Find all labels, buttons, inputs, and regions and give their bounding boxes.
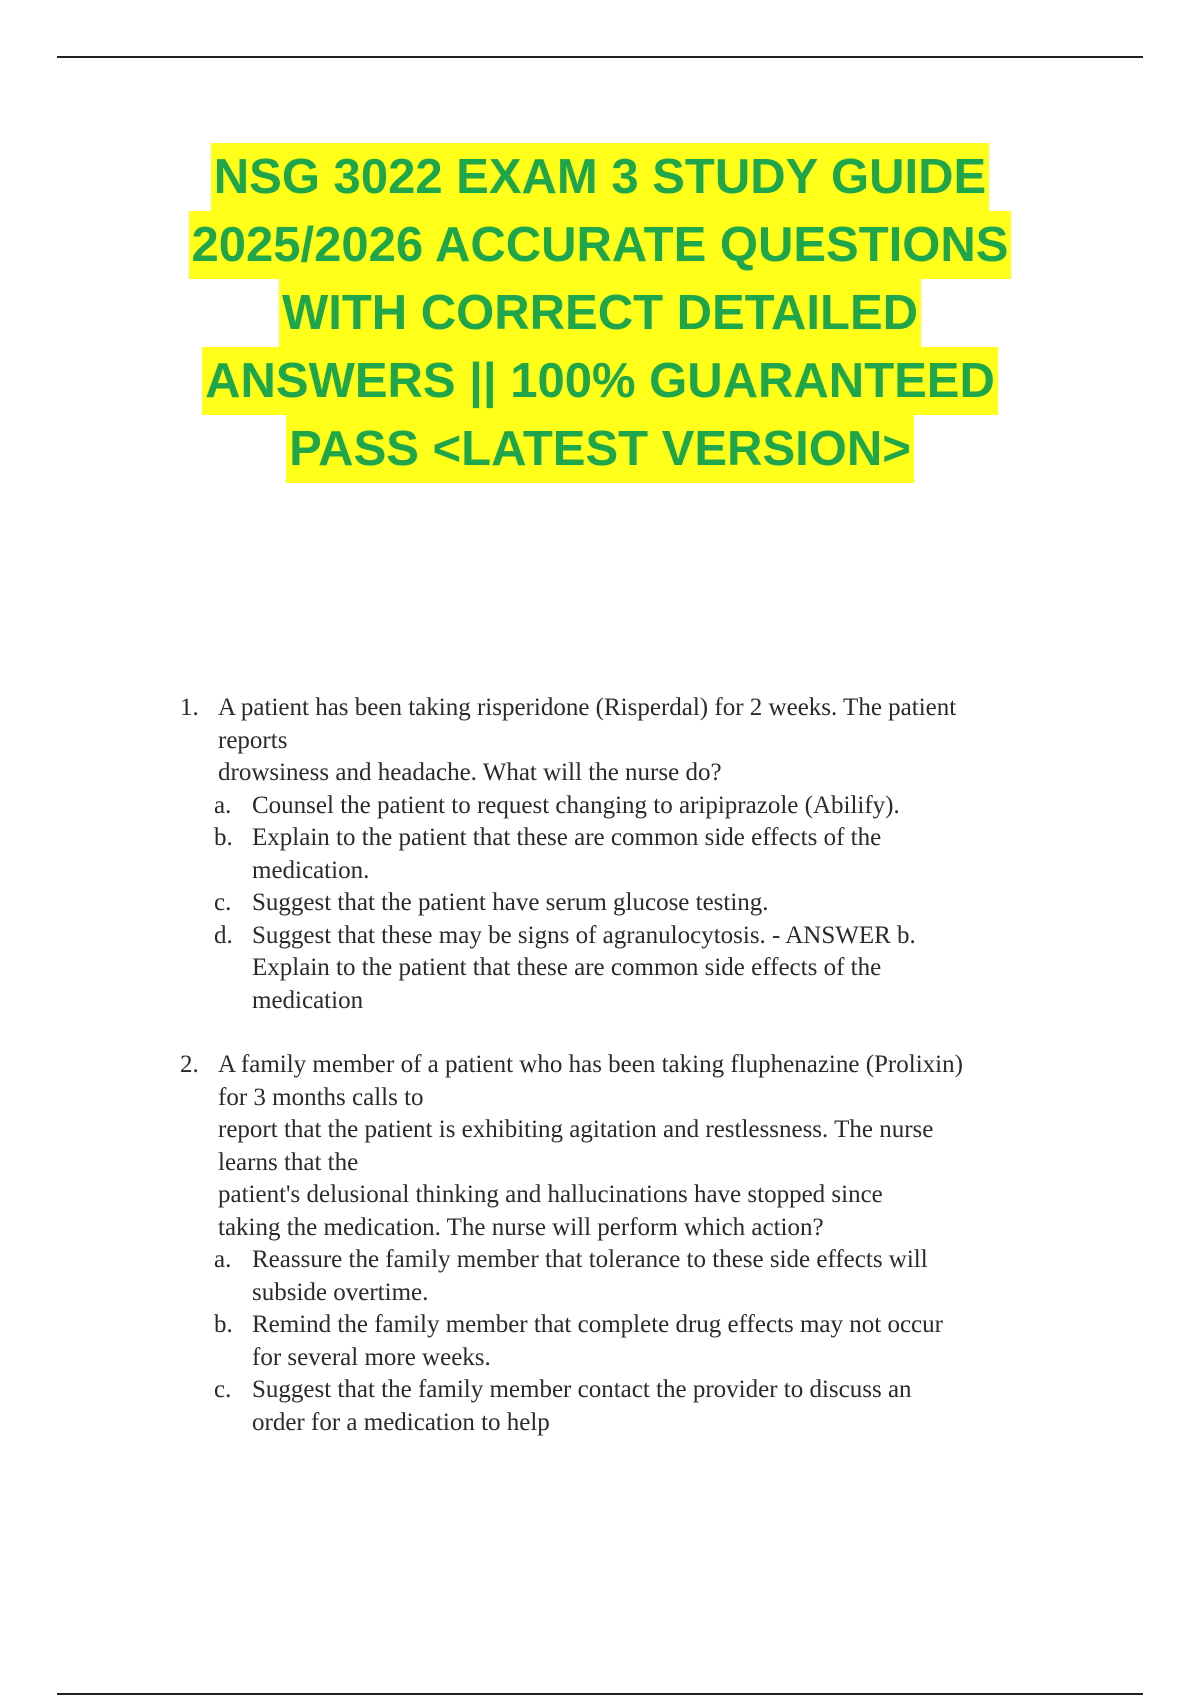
question-1-options: [180, 790, 1080, 1018]
question-number: 2.: [180, 1051, 199, 1078]
option-letter: c.: [214, 889, 232, 916]
answer-option-b: [180, 1309, 1080, 1374]
question-text-line: for 3 months calls to: [218, 1083, 424, 1111]
title-line-5: PASS <LATEST VERSION>: [286, 415, 914, 483]
title-line-2: 2025/2026 ACCURATE QUESTIONS: [189, 211, 1012, 279]
question-text-line: patient's delusional thinking and hallucinations have stopped since: [218, 1181, 883, 1208]
document-title: [0, 143, 1200, 483]
question-spacer: [180, 1017, 1080, 1049]
bottom-horizontal-rule: [57, 1693, 1143, 1695]
option-text-line: Remind the family member that complete drug effects may not occur: [252, 1311, 943, 1338]
answer-option-c: [180, 1374, 1080, 1439]
option-letter: c.: [214, 1376, 232, 1403]
question-text-line: report that the patient is exhibiting agitation and restlessness. The nurse: [218, 1116, 934, 1143]
option-text-line: medication.: [252, 856, 370, 884]
option-text-line: for several more weeks.: [252, 1343, 491, 1371]
question-2-options: [180, 1244, 1080, 1439]
option-text-line: Counsel the patient to request changing to aripiprazole (Abilify).: [252, 791, 900, 819]
option-text-line: subside overtime.: [252, 1278, 429, 1306]
option-text-line: Explain to the patient that these are common side effects of the: [252, 954, 882, 981]
question-text-line: drowsiness and headache. What will the nurse do?: [218, 759, 722, 786]
answer-option-b: [180, 822, 1080, 887]
option-letter: a.: [214, 791, 232, 819]
answer-option-a: [180, 790, 1080, 823]
question-text-line: taking the medication. The nurse will perform which action?: [218, 1213, 824, 1241]
question-text-line: learns that the: [218, 1148, 359, 1176]
question-text-line: reports: [218, 726, 288, 754]
title-line-3: WITH CORRECT DETAILED: [279, 279, 921, 347]
option-text-line: Suggest that the patient have serum glucose testing.: [252, 889, 769, 916]
option-letter: d.: [214, 921, 233, 949]
option-letter: b.: [214, 824, 233, 851]
title-line-1: NSG 3022 EXAM 3 STUDY GUIDE: [211, 143, 989, 211]
option-text-line: medication: [252, 986, 364, 1014]
question-list: [180, 692, 1080, 1439]
option-text-line: order for a medication to help: [252, 1408, 550, 1436]
title-line-4: ANSWERS || 100% GUARANTEED: [202, 347, 998, 415]
question-number: 1.: [180, 694, 199, 721]
top-horizontal-rule: [57, 56, 1143, 58]
option-letter: b.: [214, 1311, 233, 1338]
option-text-line: Reassure the family member that tolerance to these side effects will: [252, 1246, 928, 1273]
answer-option-a: [180, 1244, 1080, 1309]
question-1: [180, 692, 1080, 790]
option-text-line: Explain to the patient that these are common side effects of the: [252, 824, 882, 851]
option-text-line: Suggest that these may be signs of agranulocytosis. - ANSWER b.: [252, 921, 916, 949]
option-letter: a.: [214, 1246, 232, 1273]
question-text-line: A family member of a patient who has been taking fluphenazine (Prolixin): [218, 1051, 963, 1078]
question-text-line: A patient has been taking risperidone (Risperdal) for 2 weeks. The patient: [218, 694, 957, 721]
option-text-line: Suggest that the family member contact the provider to discuss an: [252, 1376, 912, 1403]
answer-option-c: [180, 887, 1080, 920]
question-2: [180, 1049, 1080, 1244]
answer-option-d: [180, 920, 1080, 1018]
